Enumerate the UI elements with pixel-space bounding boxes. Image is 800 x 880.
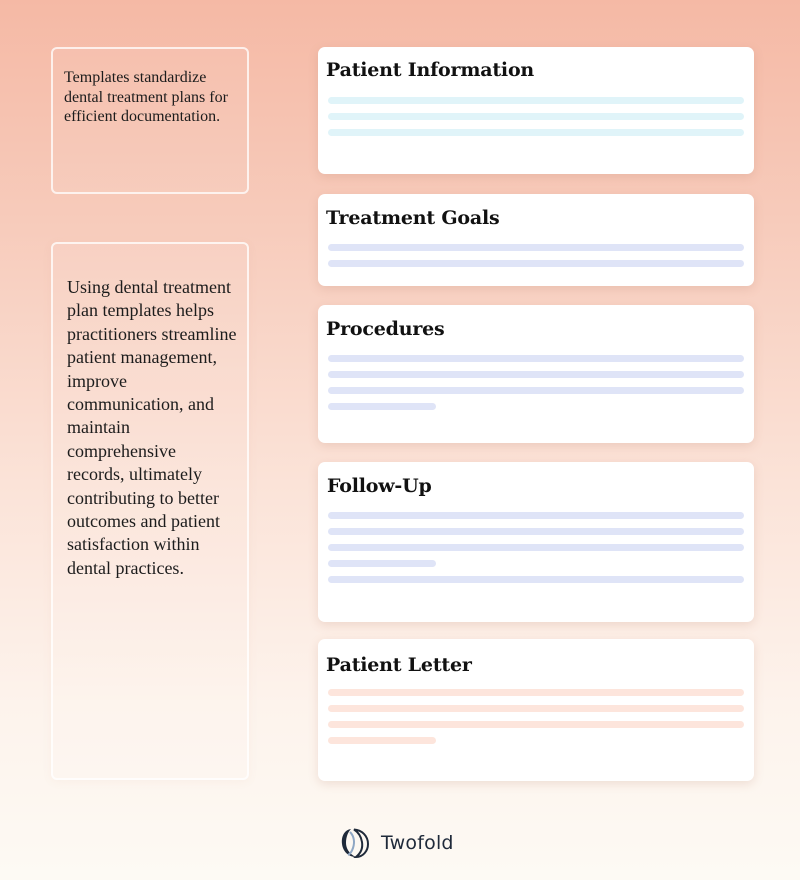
placeholder-line: [328, 689, 744, 696]
section-card-patient-information: [318, 47, 754, 174]
brand-footer: [340, 826, 454, 860]
placeholder-line: [328, 129, 744, 136]
section-card-patient-letter: [318, 639, 754, 781]
placeholder-line: [328, 113, 744, 120]
placeholder-line: [328, 737, 436, 744]
placeholder-line: [328, 705, 744, 712]
placeholder-line: [328, 560, 436, 567]
placeholder-line: [328, 244, 744, 251]
brand-name: Twofold: [381, 832, 454, 854]
placeholder-line: [328, 371, 744, 378]
summary-short-text: Templates standardize dental treatment plans for efficient documentation.: [64, 69, 228, 125]
section-card-procedures: [318, 305, 754, 443]
placeholder-line: [328, 576, 744, 583]
summary-card-long: [51, 242, 249, 780]
twofold-logo-icon: [340, 827, 370, 859]
placeholder-line: [328, 721, 744, 728]
placeholder-line: [328, 97, 744, 104]
placeholder-line: [328, 387, 744, 394]
summary-long-text: Using dental treatment plan templates helps practitioners streamline patient management, improve communication, and maintain comprehensive records, ultimately contributing to better outcomes and patient satisfaction within dental practices.: [67, 277, 237, 578]
section-title: Patient Letter: [326, 654, 472, 676]
section-card-treatment-goals: [318, 194, 754, 286]
placeholder-line: [328, 403, 436, 410]
placeholder-line: [328, 355, 744, 362]
section-card-follow-up: [318, 462, 754, 622]
section-title: Treatment Goals: [326, 207, 500, 229]
section-title: Procedures: [326, 318, 445, 340]
placeholder-line: [328, 512, 744, 519]
summary-card-short: [51, 47, 249, 194]
section-title: Follow-Up: [327, 475, 432, 497]
section-title: Patient Information: [326, 59, 535, 81]
placeholder-line: [328, 260, 744, 267]
placeholder-line: [328, 528, 744, 535]
placeholder-line: [328, 544, 744, 551]
